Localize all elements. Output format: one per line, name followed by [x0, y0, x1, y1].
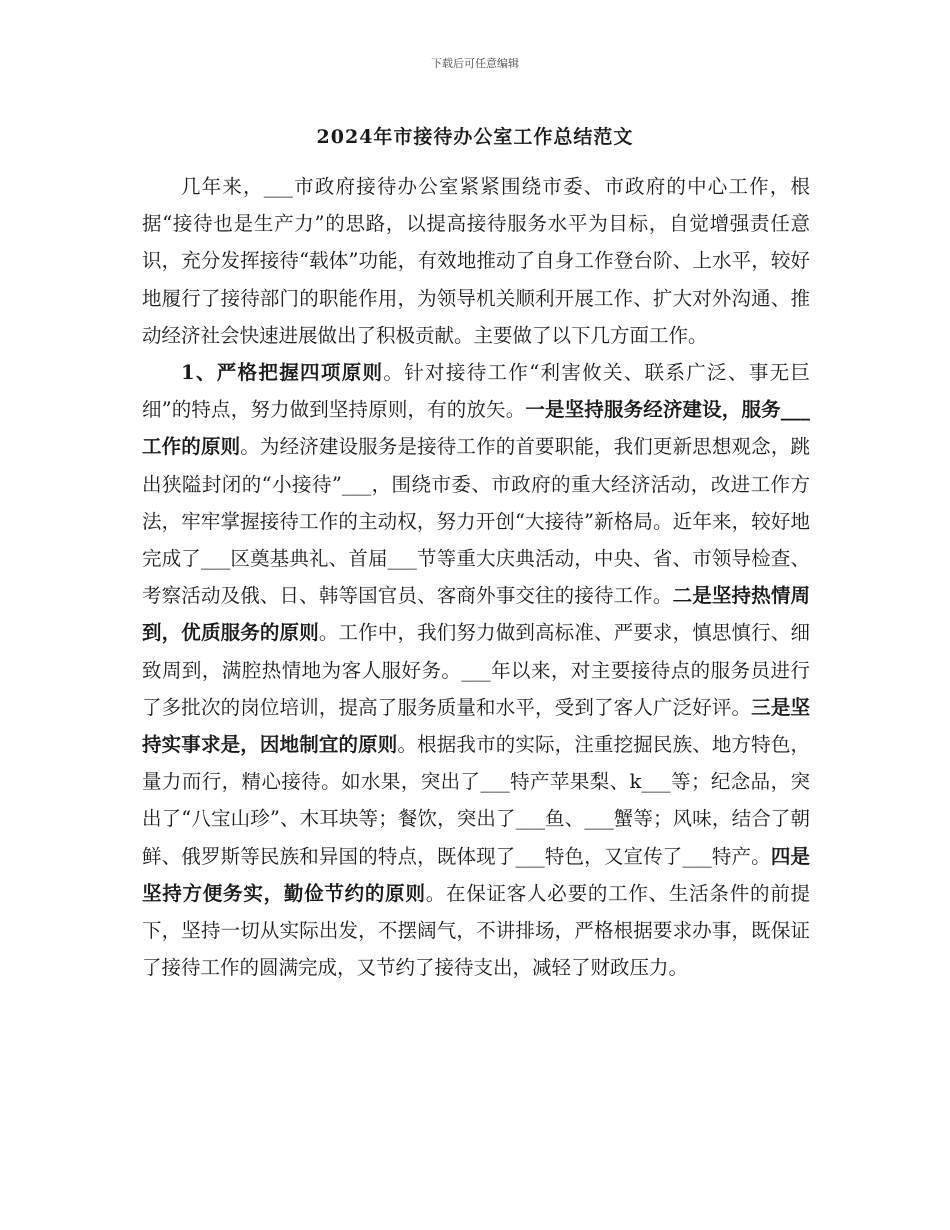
- document-title: 2024年市接待办公室工作总结范文: [316, 126, 634, 148]
- principles-intro-text: 。针对接待工作“利害攸关、联系广泛、事无巨细”的特点，努力做到坚持原则，有的放矢。: [142, 361, 810, 422]
- document-body: [142, 168, 810, 986]
- principle-three-text: 。根据我市的实际，注重挖掘民族、地方特色，量力而行，精心接待。如水果，突出了___特产苹果梨、k___等；纪念品，突出了“八宝山珍”、木耳块等；餐饮，突出了___鱼、___蟹等；风味，结合了朝鲜、俄罗斯等民族和异国的特点，既体现了___特色，又宣传了___特产。: [142, 733, 810, 868]
- principle-one-heading: 一是坚持服务经济建设，服务___工作的原则: [142, 398, 810, 459]
- paragraph-intro: [142, 168, 810, 354]
- principle-four-text: 。在保证客人必要的工作、生活条件的前提下，坚持一切从实际出发，不摆阔气，不讲排场，严格根据要求办事，既保证了接待工作的圆满完成，又节约了接待支出，减轻了财政压力。: [142, 881, 810, 980]
- header-note: 下载后可任意编辑: [431, 57, 519, 70]
- intro-text: 几年来，___市政府接待办公室紧紧围绕市委、市政府的中心工作，根据“接待也是生产力”的思路，以提高接待服务水平为目标，自觉增强责任意识，充分发挥接待“载体”功能，有效地推动了自身工作登台阶、上水平，较好地履行了接待部门的职能作用，为领导机关顺利开展工作、扩大对外沟通、推动经济社会快速进展做出了积极贡献。主要做了以下几方面工作。: [142, 175, 810, 347]
- principle-four-heading: 四是坚持方便务实，勤俭节约的原则: [142, 844, 810, 905]
- principle-two-text: 。工作中，我们努力做到高标准、严要求，慎思慎行、细致周到，满腔热情地为客人服好务。___年以来，对主要接待点的服务员进行了多批次的岗位培训，提高了服务质量和水平，受到了客人广泛好评。: [142, 621, 810, 719]
- principle-one-text: 。为经济建设服务是接待工作的首要职能，我们更新思想观念，跳出狭隘封闭的“小接待”___，围绕市委、市政府的重大经济活动，改进工作方法，牢牢掌握接待工作的主动权，努力开创“大接待”新格局。近年来，较好地完成了___区奠基典礼、首届___节等重大庆典活动，中央、省、市领导检查、考察活动及俄、日、韩等国官员、客商外事交往的接待工作。: [142, 435, 810, 608]
- principle-two-heading: 二是坚持热情周到，优质服务的原则: [142, 584, 810, 645]
- principle-three-heading: 三是坚持实事求是，因地制宜的原则: [142, 695, 810, 757]
- paragraph-principles: [142, 354, 810, 986]
- section-heading-four-principles: 1、严格把握四项原则: [181, 361, 384, 385]
